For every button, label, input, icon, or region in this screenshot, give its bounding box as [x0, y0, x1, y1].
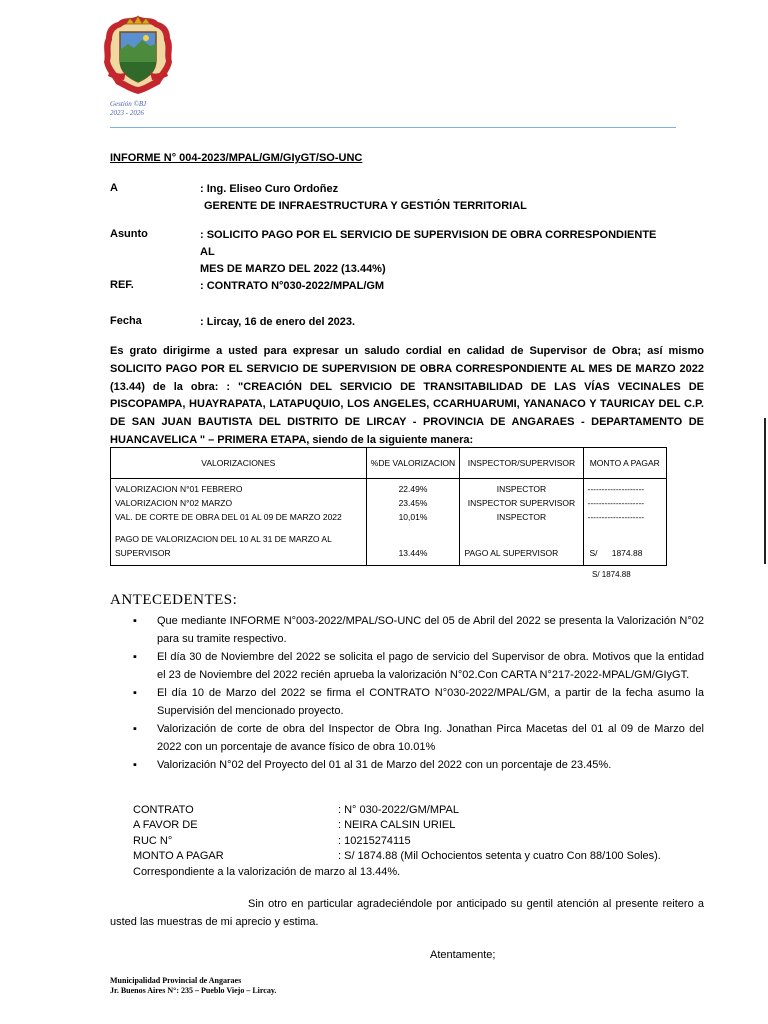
ruc-label: RUC N° [133, 835, 173, 847]
table-cell: INSPECTOR [496, 512, 547, 522]
antecedentes-heading: ANTECEDENTES: [110, 592, 238, 608]
table-cell: -------------------- [587, 498, 645, 508]
favor-value: : NEIRA CALSIN URIEL [338, 819, 456, 831]
administration-slogan [110, 100, 146, 118]
report-title: INFORME N° 004-2023/MPAL/GM/GIyGT/SO-UNC [110, 152, 363, 164]
ruc-value: : 10215274115 [338, 835, 411, 847]
to-role: GERENTE DE INFRAESTRUCTURA Y GESTIÓN TERRITORIAL [204, 200, 527, 212]
footer-line-1: Municipalidad Provincial de Angaraes [110, 976, 242, 985]
pay-percent: 13.44% [398, 548, 428, 558]
pay-desc-line-2: SUPERVISOR [115, 548, 171, 558]
footer-line-2: Jr. Buenos Aires N°: 235 – Pueblo Viejo – Lircay. [110, 986, 277, 995]
table-cell: 10,01% [398, 512, 428, 522]
contrato-value: : N° 030-2022/GM/MPAL [338, 804, 459, 816]
correspondence-note: Correspondiente a la valorización de marzo al 13.44%. [133, 866, 401, 878]
percent-column [366, 479, 460, 566]
subject-line-2: MES DE MARZO DEL 2022 (13.44%) [200, 263, 386, 275]
table-cell: 23.45% [398, 498, 428, 508]
ref-label: REF. [110, 279, 134, 291]
valuations-table [110, 447, 667, 566]
monto-value: : S/ 1874.88 (Mil Ochocientos setenta y cuatro Con 88/100 Soles). [338, 850, 661, 862]
footer-address [110, 976, 276, 996]
pay-desc-line-1: PAGO DE VALORIZACION DEL 10 AL 31 DE MARZO AL [115, 534, 332, 544]
header-percent: %DE VALORIZACION [366, 448, 460, 479]
header-valorizaciones: VALORIZACIONES [111, 448, 367, 479]
table-cell: -------------------- [587, 484, 645, 494]
monto-label: MONTO A PAGAR [133, 850, 224, 862]
list-item: ▪ Valorización de corte de obra del Inspector de Obra Ing. Jonathan Pirca Macetas del 01 al 09 de Marzo del 2022 con un porcentaje de avance físico de obra 10.01% [133, 720, 704, 756]
table-header-row [111, 448, 667, 479]
desc-column [111, 479, 367, 566]
pay-amount: S/ 1874.88 [589, 548, 643, 558]
header-inspector: INSPECTOR/SUPERVISOR [460, 448, 583, 479]
pay-who: PAGO AL SUPERVISOR [464, 548, 559, 558]
slogan-line-1: Gestión ©BJ [110, 100, 147, 108]
to-name: : Ing. Eliseo Curo Ordoñez [200, 183, 339, 195]
date-label: Fecha [110, 315, 142, 327]
table-body-row [111, 479, 667, 566]
list-item: ▪ Que mediante INFORME N°003-2022/MPAL/SO-UNC del 05 de Abril del 2022 se presenta la Valorización N°02 para su tramite respectivo. [133, 612, 704, 648]
table-cell: INSPECTOR [496, 484, 547, 494]
table-cell: -------------------- [587, 512, 645, 522]
list-item: ▪ Valorización N°02 del Proyecto del 01 al 31 de Marzo del 2022 con un porcentaje de 23.45%. [133, 756, 704, 774]
subject-label: Asunto [110, 228, 148, 240]
inspector-column [460, 479, 583, 566]
signoff: Atentamente; [430, 949, 496, 961]
ref-value: : CONTRATO N°030-2022/MPAL/GM [200, 280, 385, 292]
list-item: ▪ El día 30 de Noviembre del 2022 se solicita el pago de servicio del Supervisor de obra. Motivos que la entidad el 23 de Noviembre del 2022 recién aprueba la valorización N°02.Con CARTA N°217-2022-MPAL/GM/GIyGT. [133, 648, 704, 684]
to-value [200, 181, 670, 215]
amount-column [583, 479, 666, 566]
to-label: A [110, 182, 118, 194]
table-cell: VALORIZACION N°01 FEBRERO [115, 484, 243, 494]
antecedentes-list [133, 612, 704, 774]
subject-line-1: : SOLICITO PAGO POR EL SERVICIO DE SUPERVISION DE OBRA CORRESPONDIENTE AL [200, 229, 657, 258]
subject-value [200, 227, 670, 278]
header-monto: MONTO A PAGAR [583, 448, 666, 479]
table-total: S/ 1874.88 [592, 570, 631, 579]
favor-label: A FAVOR DE [133, 819, 198, 831]
page-edge-mark [764, 418, 766, 564]
table-cell: INSPECTOR SUPERVISOR [467, 498, 576, 508]
date-value: : Lircay, 16 de enero del 2023. [200, 316, 356, 328]
municipal-seal-logo [100, 14, 176, 96]
table-cell: VALORIZACION N°02 MARZO [115, 498, 233, 508]
closing-paragraph: Sin otro en particular agradeciéndole por anticipado su gentil atención al presente reitero a usted las muestras de mi aprecio y estima. [110, 898, 704, 928]
list-item: ▪ El día 10 de Marzo del 2022 se firma el CONTRATO N°030-2022/MPAL/GM, a partir de la fecha asumo la Supervisión del mencionado proyecto. [133, 684, 704, 720]
slogan-line-2: 2023 - 2026 [110, 109, 144, 117]
table-cell: VAL. DE CORTE DE OBRA DEL 01 AL 09 DE MARZO 2022 [115, 512, 342, 522]
intro-paragraph: Es grato dirigirme a usted para expresar un saludo cordial en calidad de Supervisor de Obra; así mismo SOLICITO PAGO POR EL SERVICIO DE SUPERVISION DE OBRA CORRESPONDIENTE AL MES DE MARZO 2022 (13.44) de la obra: : "CREACIÓN DEL SERVICIO DE TRANSITABILIDAD DE LAS VÍAS VECINALES DE PISCOPAMPA, HUAYRAPATA, LATAPUQUIO, LOS ANGELES, CCARHUARUMI, YANANACO Y TAURICAY DEL C.P. DE SAN JUAN BAUTISTA DEL DISTRITO DE LIRCAY - PROVINCIA DE ANGARAES - DEPARTAMENTO DE HUANCAVELICA " – PRIMERA ETAPA, siendo de la siguiente manera: [110, 345, 704, 446]
contrato-label: CONTRATO [133, 804, 194, 816]
header-divider [110, 127, 676, 128]
table-cell: 22.49% [398, 484, 428, 494]
